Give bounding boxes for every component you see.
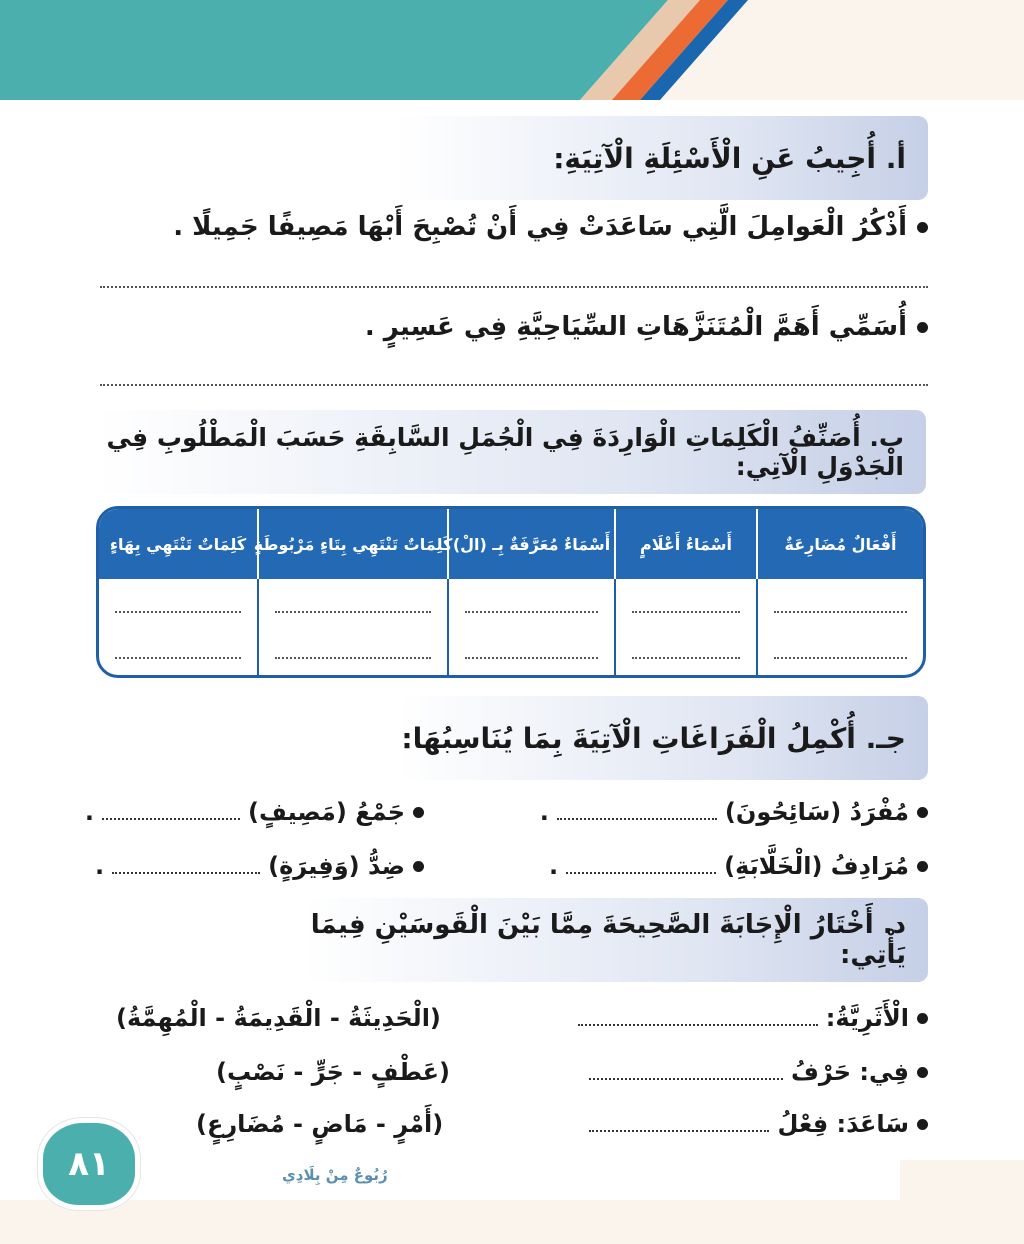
choice-blank[interactable] — [589, 1064, 783, 1080]
classification-table — [96, 506, 926, 678]
period: . — [84, 798, 95, 826]
choice-options-3: (أَمْرٍ - مَاضٍ - مُضَارِعٍ) — [196, 1110, 444, 1138]
bullet-icon — [413, 807, 424, 818]
bullet-icon — [413, 861, 424, 872]
fill-item-antonym — [95, 852, 424, 880]
choice-options-1: (الْحَدِيثَةُ - الْقَدِيمَةُ - الْمُهِمَّةُ) — [116, 1004, 441, 1032]
table-answer-cell[interactable] — [99, 579, 257, 678]
table-answer-cell[interactable] — [756, 579, 923, 678]
choice-prompt: سَاعَدَ: فِعْلُ — [777, 1110, 909, 1138]
question-a2 — [365, 312, 928, 342]
fill-blank[interactable] — [102, 804, 240, 820]
question-a2-text: أُسَمِّي أَهَمَّ الْمُتَنَزَّهَاتِ السِّيَاحِيَّةِ فِي عَسِيرٍ . — [364, 312, 907, 342]
choice-blank[interactable] — [578, 1010, 818, 1026]
fill-item-singular — [540, 798, 928, 826]
bullet-icon — [917, 1119, 928, 1130]
fill-blank[interactable] — [112, 858, 260, 874]
fill-item-text: ضِدُّ (وَفِيرَةٍ) — [268, 852, 405, 880]
period: . — [539, 798, 549, 826]
table-header-cell: كَلِمَاتٌ تَنْتَهِي بِتَاءٍ مَرْبُوطَةٍ — [257, 509, 447, 579]
choice-item-1 — [578, 1004, 928, 1032]
choice-prompt: فِي: حَرْفُ — [790, 1058, 909, 1086]
section-d-heading — [304, 898, 928, 982]
period: . — [95, 852, 105, 880]
section-b-heading — [96, 410, 926, 494]
fill-blank[interactable] — [557, 804, 717, 820]
question-a1 — [173, 212, 928, 242]
choice-options-2: (عَطْفٍ - جَرٍّ - نَصْبٍ) — [216, 1058, 450, 1086]
header-band — [0, 0, 1024, 100]
table-answer-row — [99, 579, 923, 678]
bullet-icon — [917, 861, 928, 872]
fill-item-plural — [85, 798, 424, 826]
question-a1-text: أَذْكُرُ الْعَوامِلَ الَّتِي سَاعَدَتْ فِي أَنْ تُصْبِحَ أَبْهَا مَصِيفًا جَمِيلًا . — [173, 212, 907, 242]
header-stripes — [0, 0, 1024, 100]
table-answer-cell[interactable] — [257, 579, 447, 678]
unit-title: رُبُوعٌ مِنْ بِلَادِي — [282, 1166, 388, 1184]
fill-blank[interactable] — [566, 858, 716, 874]
fill-item-text: مُفْرَدُ (سَائِحُونَ) — [724, 798, 909, 826]
fill-item-text: مُرَادِفُ (الْخَلَّابَةِ) — [724, 852, 909, 880]
table-header-cell: أَسْمَاءٌ مُعَرَّفَةٌ بِـ (الْ) — [447, 509, 614, 579]
table-header-cell: أَسْمَاءُ أَعْلَامٍ — [614, 509, 756, 579]
table-header-cell: كَلِمَاتٌ تَنْتَهِي بِهَاءٍ — [109, 534, 247, 554]
bullet-icon — [917, 222, 928, 233]
fill-item-text: جَمْعُ (مَصِيفٍ) — [248, 798, 405, 826]
section-c-title: جـ. أُكْمِلُ الْفَرَاغَاتِ الْآتِيَةَ بِمَا يُنَاسِبُهَا: — [401, 721, 906, 755]
answer-line-a1[interactable] — [100, 286, 928, 288]
table-header-row — [99, 509, 923, 579]
table-answer-cell[interactable] — [614, 579, 756, 678]
header-teal-shape — [0, 0, 668, 100]
bullet-icon — [917, 322, 928, 333]
period: . — [549, 852, 559, 880]
answer-line-a2[interactable] — [100, 384, 928, 386]
choice-item-2 — [589, 1058, 928, 1086]
page-number-badge: ٨١ — [38, 1118, 140, 1210]
choice-item-3 — [589, 1110, 928, 1138]
choice-blank[interactable] — [589, 1116, 769, 1132]
section-a-title: أ. أُجِيبُ عَنِ الْأَسْئِلَةِ الْآتِيَةِ: — [553, 141, 906, 175]
bullet-icon — [917, 1013, 928, 1024]
bullet-icon — [917, 807, 928, 818]
table-answer-cell[interactable] — [447, 579, 614, 678]
section-b-title: ب. أُصَنِّفُ الْكَلِمَاتِ الْوَارِدَةَ فِي الْجُمَلِ السَّابِقَةِ حَسَبَ الْمَطْلُوبِ فِي الْجَدْوَلِ الْآتِي: — [106, 423, 904, 481]
choice-prompt: الْأَثَرِيَّةُ: — [825, 1004, 909, 1032]
section-d-title: د. أَخْتَارُ الْإِجَابَةَ الصَّحِيحَةَ مِمَّا بَيْنَ الْقَوسَيْنِ فِيمَا يَأْتِي: — [310, 910, 906, 970]
table-header-cell: أَفْعَالٌ مُضَارِعَةٌ — [756, 509, 923, 579]
bullet-icon — [917, 1067, 928, 1078]
fill-item-synonym — [549, 852, 928, 880]
section-a-heading — [396, 116, 928, 200]
section-c-heading — [398, 696, 928, 780]
